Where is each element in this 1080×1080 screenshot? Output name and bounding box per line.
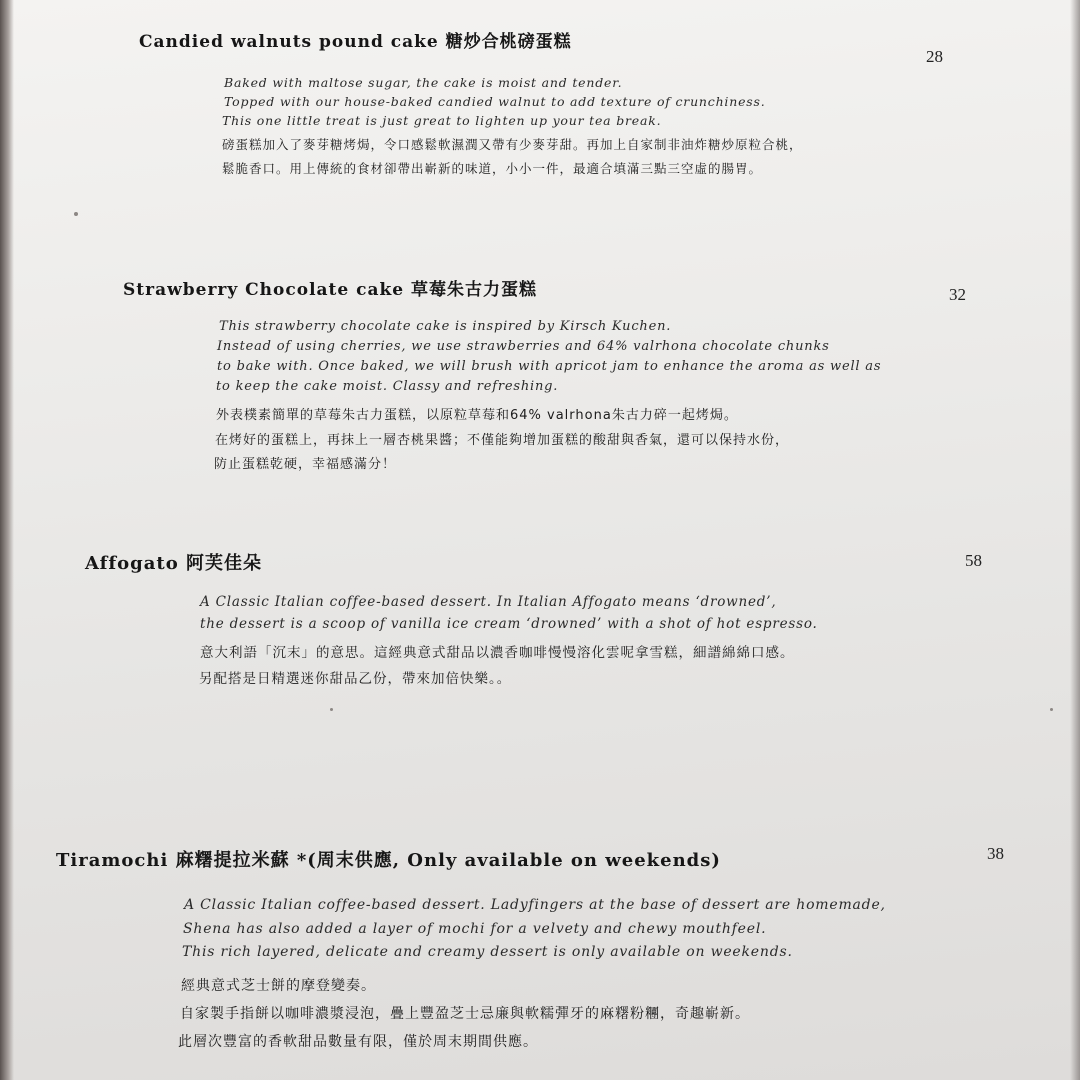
item-price: 58 bbox=[965, 551, 982, 570]
item-desc-en-line: This strawberry chocolate cake is inspired by Kirsch Kuchen. bbox=[219, 319, 672, 334]
item-title: Candied walnuts pound cake 糖炒合桃磅蛋糕 bbox=[139, 32, 572, 52]
item-desc-en-line: A Classic Italian coffee-based dessert. In Italian Affogato means ‘drowned’, bbox=[200, 594, 777, 610]
item-desc-en-line: A Classic Italian coffee-based dessert. Ladyfingers at the base of dessert are homemade, bbox=[184, 897, 886, 913]
item-desc-zh-line: 自家製手指餅以咖啡濃漿浸泡，疊上豐盈芝士忌廉與軟糯彈牙的麻糬粉糰，奇趣嶄新。 bbox=[180, 1006, 750, 1022]
item-desc-en-line: to bake with. Once baked, we will brush with apricot jam to enhance the aroma as well as bbox=[217, 359, 882, 374]
item-price: 32 bbox=[949, 285, 966, 304]
item-desc-zh-line: 磅蛋糕加入了麥芽糖烤焗，令口感鬆軟濕潤又帶有少麥芽甜。再加上自家制非油炸糖炒原粒合桃， bbox=[222, 137, 803, 152]
item-desc-zh-line: 意大利語「沉末」的意思。這經典意式甜品以濃香咖啡慢慢溶化雲呢拿雪糕，細譜綿綿口感。 bbox=[200, 645, 795, 661]
item-desc-en-line: the dessert is a scoop of vanilla ice cream ‘drowned’ with a shot of hot espresso. bbox=[200, 616, 818, 632]
item-desc-zh-line: 鬆脆香口。用上傳統的食材卻帶出嶄新的味道，小小一件，最適合填滿三點三空虛的腸胃。 bbox=[222, 161, 763, 176]
item-desc-zh-line: 經典意式芝士餅的摩登變奏。 bbox=[181, 978, 376, 994]
item-desc-en-line: to keep the cake moist. Classy and refreshing. bbox=[216, 379, 559, 394]
item-desc-en-line: Baked with maltose sugar, the cake is moist and tender. bbox=[224, 75, 623, 90]
paper-speck bbox=[330, 708, 333, 711]
item-desc-en-line: This one little treat is just great to lighten up your tea break. bbox=[222, 113, 662, 128]
paper-speck bbox=[74, 212, 78, 216]
page-edge-shadow-right bbox=[1070, 0, 1080, 1080]
item-desc-zh-line: 外表樸素簡單的草莓朱古力蛋糕，以原粒草莓和64% valrhona朱古力碎一起烤焗。 bbox=[216, 408, 738, 423]
item-desc-en-line: This rich layered, delicate and creamy dessert is only available on weekends. bbox=[182, 944, 793, 960]
item-desc-zh-line: 防止蛋糕乾硬，幸福感滿分！ bbox=[214, 457, 397, 472]
item-desc-zh-line: 此層次豐富的香軟甜品數量有限，僅於周末期間供應。 bbox=[178, 1034, 538, 1050]
item-desc-zh-line: 另配搭是日精選迷你甜品乙份，帶來加倍快樂。。 bbox=[199, 671, 512, 687]
paper-speck bbox=[1050, 708, 1053, 711]
item-desc-en-line: Shena has also added a layer of mochi for a velvety and chewy mouthfeel. bbox=[183, 921, 767, 937]
item-desc-zh-line: 在烤好的蛋糕上，再抹上一層杏桃果醬；不僅能夠增加蛋糕的酸甜與香氣，還可以保持水份， bbox=[215, 433, 790, 448]
item-desc-en-line: Instead of using cherries, we use strawberries and 64% valrhona chocolate chunks bbox=[217, 339, 830, 354]
item-title: Tiramochi 麻糬提拉米蘇 *(周末供應, Only available on weekends) bbox=[56, 850, 721, 871]
page-edge-shadow bbox=[0, 0, 14, 1080]
item-price: 38 bbox=[987, 844, 1004, 863]
item-desc-en-line: Topped with our house-baked candied walnut to add texture of crunchiness. bbox=[224, 94, 766, 109]
item-title: Affogato 阿芙佳朵 bbox=[85, 553, 262, 574]
item-title: Strawberry Chocolate cake 草莓朱古力蛋糕 bbox=[123, 280, 538, 300]
item-price: 28 bbox=[926, 47, 943, 66]
